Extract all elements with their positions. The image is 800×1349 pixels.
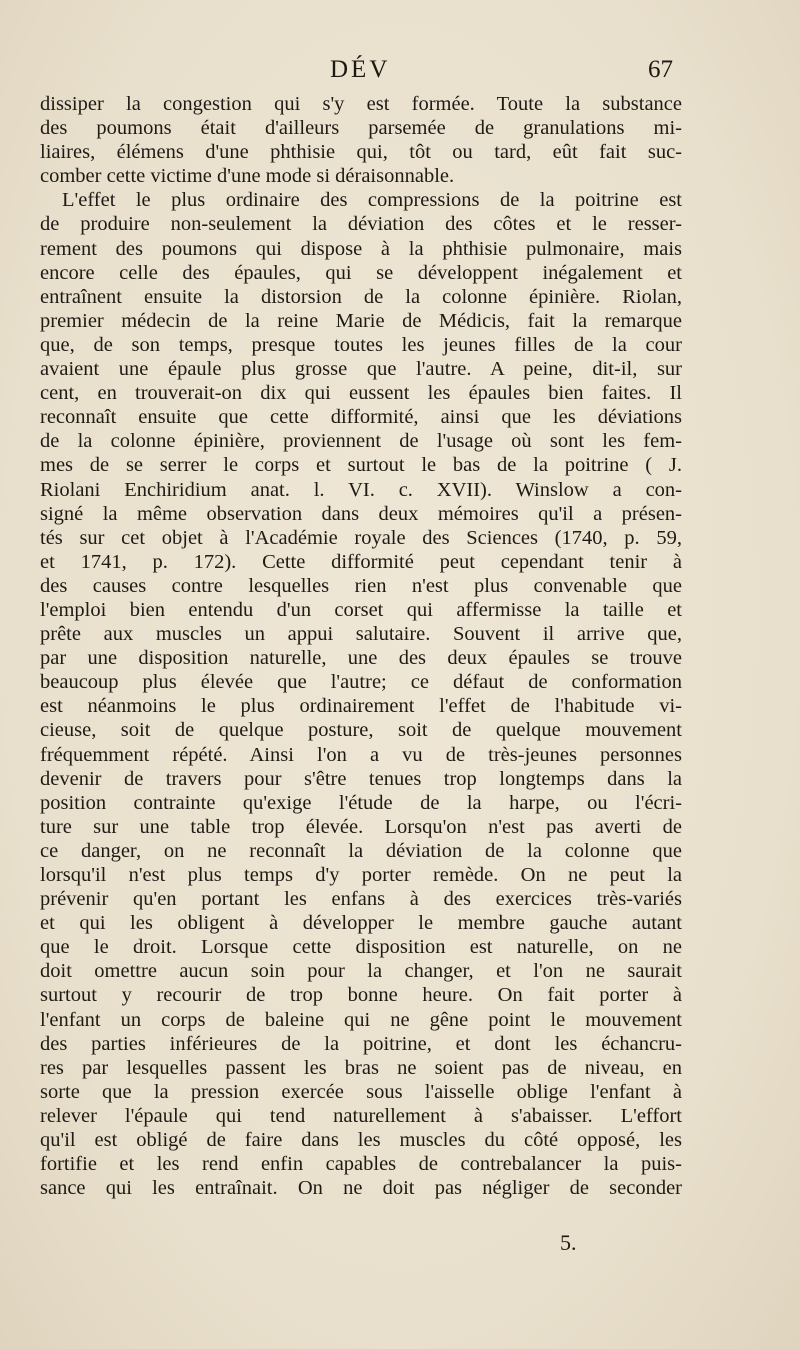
text-line: liaires, élémens d'une phthisie qui, tôt ou tard, eût fait suc-: [40, 141, 682, 164]
text-line: que le droit. Lorsque cette disposition est naturelle, on ne: [40, 936, 682, 959]
text-line: comber cette victime d'une mode si déraisonnable.: [40, 165, 455, 188]
text-line: cieuse, soit de quelque posture, soit de quelque mouvement: [40, 719, 682, 742]
text-line: par une disposition naturelle, une des deux épaules se trouve: [40, 647, 682, 670]
text-line: prévenir qu'en portant les enfans à des exercices très-variés: [40, 888, 682, 911]
text-line: signé la même observation dans deux mémoires qu'il a présen-: [40, 502, 682, 525]
text-line: doit omettre aucun soin pour la changer, et l'on ne saurait: [40, 960, 682, 983]
text-line: mes de se serrer le corps et surtout le bas de la poitrine ( J.: [40, 454, 682, 477]
text-line: Riolani Enchiridium anat. l. VI. c. XVII). Winslow a con-: [40, 478, 682, 501]
text-line: fréquemment répété. Ainsi l'on a vu de très-jeunes personnes: [40, 743, 682, 766]
text-line: beaucoup plus élevée que l'autre; ce défaut de conformation: [40, 671, 682, 694]
page-header: [0, 56, 800, 86]
text-line: entraînent ensuite la distorsion de la colonne épinière. Riolan,: [40, 285, 682, 308]
page-number: 67: [648, 56, 673, 83]
running-title: DÉV: [330, 56, 391, 83]
text-line: que, de son temps, presque toutes les jeunes filles de la cour: [40, 333, 682, 356]
text-line: sance qui les entraînait. On ne doit pas négliger de seconder: [40, 1177, 682, 1200]
text-line: prête aux muscles un appui salutaire. Souvent il arrive que,: [40, 623, 682, 646]
text-line: L'effet le plus ordinaire des compressions de la poitrine est: [62, 189, 682, 212]
text-line: des parties inférieures de la poitrine, et dont les échancru-: [40, 1032, 682, 1055]
text-line: est néanmoins le plus ordinairement l'effet de l'habitude vi-: [40, 695, 682, 718]
text-line: encore celle des épaules, qui se développent inégalement et: [40, 261, 682, 284]
text-line: des poumons était d'ailleurs parsemée de granulations mi-: [40, 117, 682, 140]
text-line: qu'il est obligé de faire dans les muscles du côté opposé, les: [40, 1129, 682, 1152]
body-text: [40, 92, 682, 1200]
text-line: rement des poumons qui dispose à la phthisie pulmonaire, mais: [40, 237, 682, 260]
text-line: surtout y recourir de trop bonne heure. On fait porter à: [40, 984, 682, 1007]
text-line: de produire non-seulement la déviation des côtes et le resser-: [40, 213, 682, 236]
text-line: devenir de travers pour s'être tenues trop longtemps dans la: [40, 767, 682, 790]
signature-mark: 5.: [560, 1230, 577, 1255]
text-line: et 1741, p. 172). Cette difformité peut cependant tenir à: [40, 550, 682, 573]
text-line: cent, en trouverait-on dix qui eussent les épaules bien faites. Il: [40, 382, 682, 405]
text-line: res par lesquelles passent les bras ne soient pas de niveau, en: [40, 1056, 682, 1079]
text-line: avaient une épaule plus grosse que l'autre. A peine, dit-il, sur: [40, 358, 682, 381]
text-line: de la colonne épinière, proviennent de l'usage où sont les fem-: [40, 430, 682, 453]
text-line: tés sur cet objet à l'Académie royale des Sciences (1740, p. 59,: [40, 526, 682, 549]
text-line: l'emploi bien entendu d'un corset qui affermisse la taille et: [40, 598, 682, 621]
text-line: dissiper la congestion qui s'y est formée. Toute la substance: [40, 93, 682, 115]
text-line: relever l'épaule qui tend naturellement à s'abaisser. L'effort: [40, 1104, 682, 1127]
text-line: ce danger, on ne reconnaît la déviation de la colonne que: [40, 839, 682, 862]
text-line: fortifie et les rend enfin capables de contrebalancer la puis-: [40, 1153, 682, 1176]
text-line: premier médecin de la reine Marie de Médicis, fait la remarque: [40, 309, 682, 332]
text-line: des causes contre lesquelles rien n'est plus convenable que: [40, 574, 682, 597]
text-line: ture sur une table trop élevée. Lorsqu'on n'est pas averti de: [40, 815, 682, 838]
text-line: et qui les obligent à développer le membre gauche autant: [40, 912, 682, 935]
text-line: sorte que la pression exercée sous l'aisselle oblige l'enfant à: [40, 1080, 682, 1103]
text-line: reconnaît ensuite que cette difformité, ainsi que les déviations: [40, 406, 682, 429]
text-line: l'enfant un corps de baleine qui ne gêne point le mouvement: [40, 1008, 682, 1031]
text-line: lorsqu'il n'est plus temps d'y porter remède. On ne peut la: [40, 864, 682, 886]
text-line: position contrainte qu'exige l'étude de la harpe, ou l'écri-: [40, 791, 682, 814]
